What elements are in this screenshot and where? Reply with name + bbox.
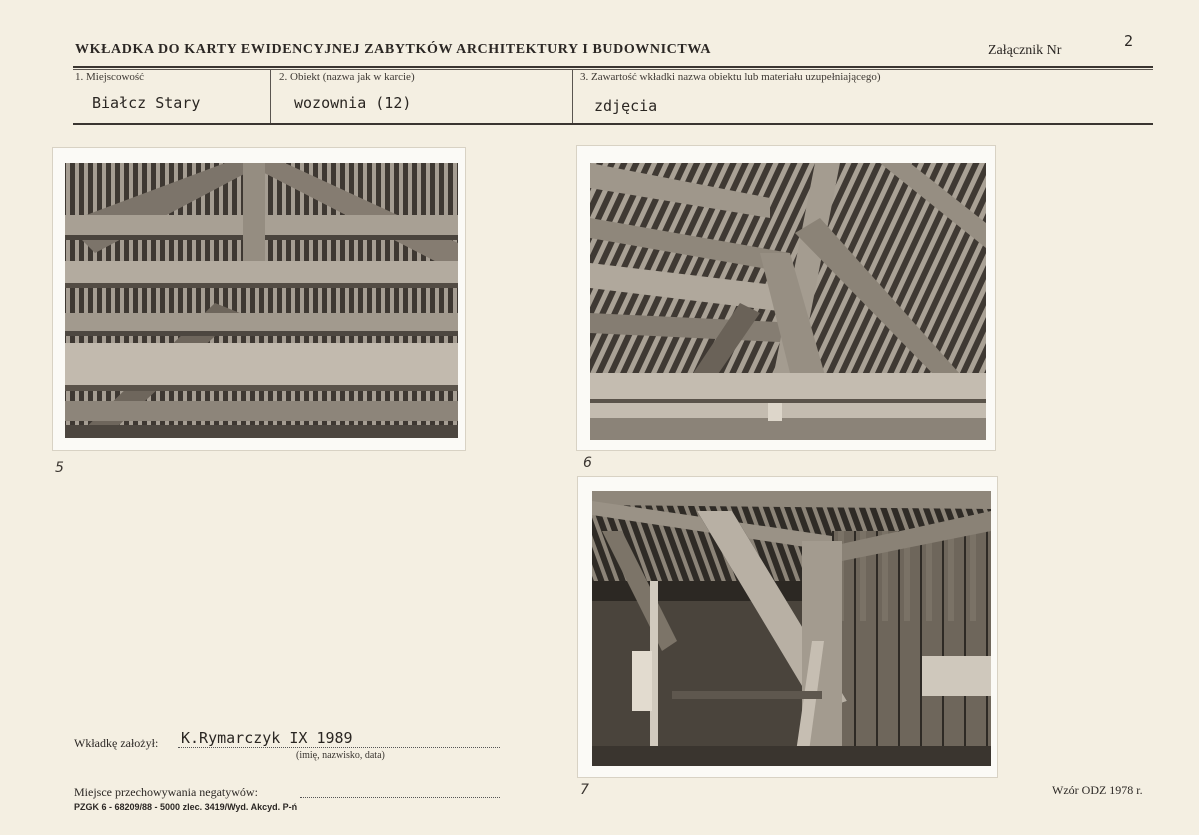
fields-bottom-rule bbox=[73, 123, 1153, 125]
barn-interior-image bbox=[592, 491, 991, 766]
field-separator bbox=[270, 70, 271, 124]
photo-barn-interior bbox=[592, 491, 991, 766]
photo-number-5: 5 bbox=[55, 460, 64, 476]
photo-frame-7 bbox=[578, 477, 997, 777]
author-caption: (imię, nazwisko, data) bbox=[296, 750, 385, 761]
photo-rafter-joint bbox=[590, 163, 986, 440]
field-separator bbox=[572, 70, 573, 124]
print-info: PZGK 6 - 68209/88 - 5000 zlec. 3419/Wyd. Akcyd. P-ń bbox=[74, 802, 298, 812]
content-value: zdjęcia bbox=[594, 97, 658, 115]
photo-frame-5 bbox=[53, 148, 465, 450]
author-dotted-line bbox=[178, 747, 500, 748]
header-rule-thin bbox=[73, 69, 1153, 70]
rafter-joint-image bbox=[590, 163, 986, 440]
photo-roof-beams bbox=[65, 163, 458, 438]
photo-frame-6 bbox=[577, 146, 995, 450]
roof-beams-image bbox=[65, 163, 458, 438]
annex-label: Załącznik Nr bbox=[988, 43, 1062, 58]
annex-number: 2 bbox=[1124, 32, 1134, 50]
author-label: Wkładkę założył: bbox=[74, 736, 159, 750]
content-label: 3. Zawartość wkładki nazwa obiektu lub materiału uzupełniającego) bbox=[580, 71, 881, 83]
negatives-label: Miejsce przechowywania negatywów: bbox=[74, 785, 258, 799]
photo-number-6: 6 bbox=[583, 455, 592, 471]
template-mark: Wzór ODZ 1978 r. bbox=[1052, 783, 1143, 797]
header-rule bbox=[73, 66, 1153, 68]
sheet-title: WKŁADKA DO KARTY EWIDENCYJNEJ ZABYTKÓW ARCHITEKTURY I BUDOWNICTWA bbox=[75, 42, 712, 57]
photo-number-7: 7 bbox=[580, 782, 589, 798]
locality-label: 1. Miejscowość bbox=[75, 71, 145, 83]
object-label: 2. Obiekt (nazwa jak w karcie) bbox=[279, 71, 415, 83]
object-value: wozownia (12) bbox=[294, 94, 412, 112]
negatives-dotted-line bbox=[300, 797, 500, 798]
locality-value: Białcz Stary bbox=[92, 94, 201, 112]
author-value: K.Rymarczyk IX 1989 bbox=[181, 729, 353, 747]
